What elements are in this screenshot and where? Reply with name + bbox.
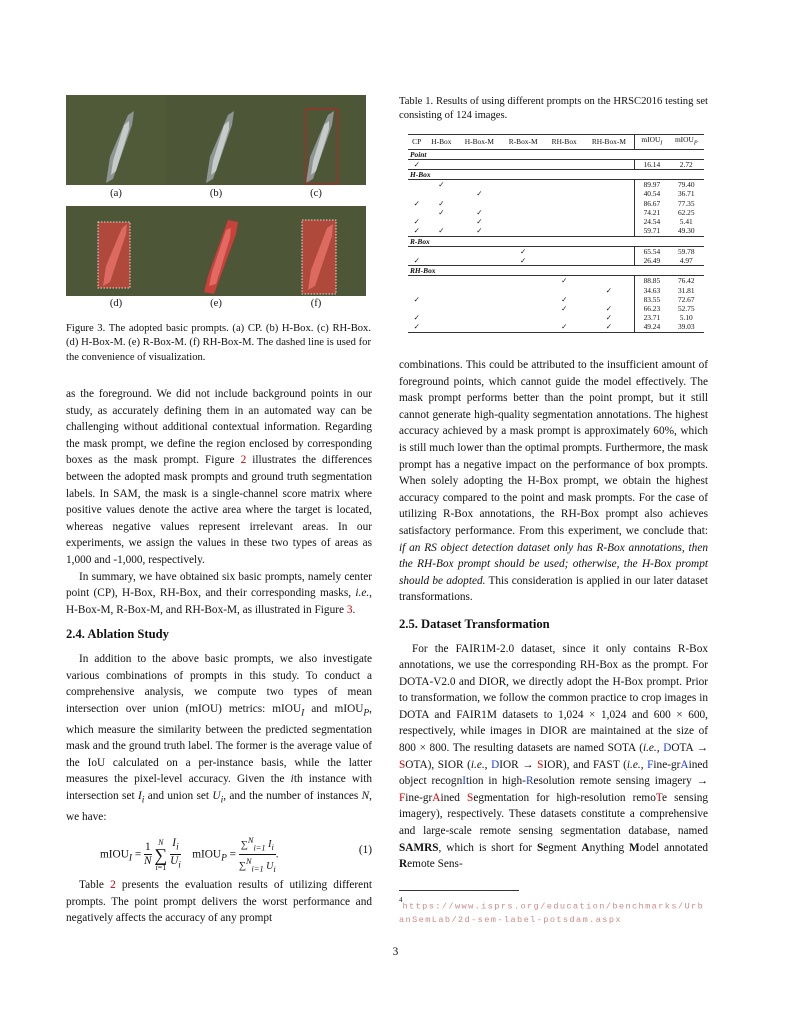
col-miou-i: mIOU$_I$ xyxy=(635,135,669,150)
table-cell-check: ✓ xyxy=(413,226,420,236)
figure-caption: Figure 3. The adopted basic prompts. (a) CP. (b) H-Box. (c) RH-Box. (d) H-Box-M. (e) R-Box-M. (f) RH-Box-M. The dashed line is used for the convenience of visualization. xyxy=(66,323,371,363)
table-cell-miou-i: 89.97 xyxy=(635,180,669,190)
table-cell-check xyxy=(457,256,501,266)
table-cell-miou-i: 83.55 xyxy=(635,295,669,304)
table-cell-miou-p: 36.71 xyxy=(677,189,695,199)
table-cell-check: ✓ xyxy=(561,303,568,313)
footnote xyxy=(399,894,709,926)
table-row xyxy=(408,286,704,295)
table-cell-check: ✓ xyxy=(413,294,420,304)
table-row xyxy=(408,304,704,313)
equation-body: mIOU$_I$ = $\frac{1}{N}$ N ∑ i=1 $\frac{I_i}{U_i}$ mIOU$_P$ = $\frac{\sum^N_{i=1} I_i}{\sum^N_{i=1} U_i}$ . xyxy=(100,836,279,874)
figure-label-c: (c) xyxy=(310,188,322,199)
col-miou-p: mIOU$_P$ xyxy=(674,135,698,147)
table-cell-check xyxy=(457,286,501,295)
table-cell-check xyxy=(457,180,501,190)
figure-image-a xyxy=(66,95,166,185)
table-cell-miou-i: 34.63 xyxy=(635,286,669,295)
table-cell-check xyxy=(501,208,545,217)
page-number: 3 xyxy=(392,946,399,958)
table-cell-check xyxy=(408,189,425,198)
table-cell-miou-i: 26.49 xyxy=(635,256,669,266)
results-table-container xyxy=(408,134,704,333)
paragraph-mask-prompt: as the foreground. We did not include background points in our study, as accurately defining them in an automated way can be challenging without additional contextual information. Regarding the mask prompt, we define the region enclosed by corresponding boxes as the mask prompt. Figure 2 illustrates the differences between the adopted mask prompts and ground truth segmentation labels. In SAM, the mask is a single-channel score matrix where positive values denote the active area where the target is located, whereas negative values represent irrelevant areas. In our experiments, we assign the values in these two types of areas as 1,000 and -1,000, respectively. xyxy=(66,388,373,566)
table-cell-check: ✓ xyxy=(413,322,420,332)
table-cell-check xyxy=(583,226,634,236)
col-cp: CP xyxy=(412,137,422,147)
col-hbox: H-Box xyxy=(431,137,452,147)
table-cell-miou-p: 2.72 xyxy=(679,159,693,169)
table-cell-check: ✓ xyxy=(476,217,483,227)
table-cell-check: ✓ xyxy=(413,159,420,169)
table-group-row xyxy=(408,236,704,246)
table-cell-miou-i: 65.54 xyxy=(635,246,669,256)
table-row xyxy=(408,159,704,169)
paragraph-dataset-transformation: For the FAIR1M-2.0 dataset, since it only contains R-Box annotations, we use the corresponding RH-Box as the prompt. For DOTA-V2.0 and DIOR, we directly adopt the H-Box prompt. Prior to transformation, we follow the common practice to crop images in DOTA and FAIR1M datasets to 1,024 × 1,024 and 600 × 600, respectively, while images in DIOR are maintained at the size of 800 × 800. The resulting datasets are named SOTA (i.e., DOTA → SOTA), SIOR (i.e., DIOR → SIOR), and FAST (i.e., Fine-grAined object recognItion in high-Resolution remote sensing imagery → Fine-grAined Segmentation for high-resolution remoTe sensing imagery), respectively. These datasets constitute a comprehensive and large-scale remote sensing segmentation database, named SAMRS, which is short for Segment Anything Model annotated Remote Sens- xyxy=(399,642,709,871)
footnote-mark: 4 xyxy=(399,896,403,904)
table-cell-miou-i: 59.71 xyxy=(635,226,669,236)
table-cell-check xyxy=(583,189,634,198)
footnote-url[interactable]: https://www.isprs.org/education/benchmarks/UrbanSemLab/2d-sem-label-potsdam.aspx xyxy=(399,901,705,926)
table-row xyxy=(408,256,704,266)
table-cell-check xyxy=(457,159,501,169)
col-rboxm: R-Box-M xyxy=(508,137,538,147)
table-cell-miou-p: 79.40 xyxy=(677,180,695,190)
figure-image-e xyxy=(166,206,266,296)
table-cell-check xyxy=(545,199,584,208)
equation-1 xyxy=(66,830,372,876)
table-cell-check xyxy=(425,295,457,304)
table-cell-miou-p: 77.35 xyxy=(677,198,695,208)
table-cell-check xyxy=(501,313,545,322)
table-cell-check xyxy=(408,304,425,313)
table-cell-check xyxy=(501,180,545,190)
table-cell-check: ✓ xyxy=(438,198,445,208)
table-cell-check xyxy=(583,295,634,304)
table-cell-check xyxy=(457,322,501,332)
figure-label-a: (a) xyxy=(110,188,122,199)
col-hboxm: H-Box-M xyxy=(464,137,494,147)
table-cell-miou-p: 4.97 xyxy=(679,255,693,265)
figure-label-b: (b) xyxy=(209,188,223,199)
table-row xyxy=(408,180,704,190)
table-group-label: RH-Box xyxy=(408,266,704,276)
table-cell-miou-p: 5.41 xyxy=(679,217,693,227)
table-cell-check xyxy=(457,304,501,313)
table-cell-check xyxy=(545,313,584,322)
table-cell-check: ✓ xyxy=(476,226,483,236)
paragraph-ablation: In addition to the above basic prompts, we also investigate various combinations of prompts in this study. To conduct a comprehensive analysis, we compute two types of mean intersection over union (mIOU) metrics: mIOU$_I$ and mIOU$_P$, which measure the similarity between the predicted segmentation mask and the ground truth label. The former is the average value of the IoU calculated on a per-instance basis, while the latter measures the pixel-level accuracy. Given the ith instance with intersection set $I_i$ and union set $U_i$, and the number of instances N, we have: xyxy=(66,652,372,823)
table-group-row xyxy=(408,266,704,276)
table-cell-check xyxy=(501,199,545,208)
table-cell-check xyxy=(425,256,457,266)
table-cell-check xyxy=(545,256,584,266)
table-row xyxy=(408,217,704,226)
table-cell-check: ✓ xyxy=(476,207,483,217)
table-cell-check xyxy=(425,159,457,169)
figure-image-b xyxy=(166,95,266,185)
table-cell-miou-p: 39.03 xyxy=(677,322,695,332)
figure-label-d: (d) xyxy=(109,298,123,309)
table-cell-miou-i: 24.54 xyxy=(635,217,669,226)
table-cell-check xyxy=(545,180,584,190)
table-cell-check xyxy=(457,313,501,322)
table-cell-check: ✓ xyxy=(605,322,612,332)
table-cell-miou-p: 52.75 xyxy=(677,303,695,313)
table-cell-check xyxy=(501,304,545,313)
figure-3-link[interactable]: 3 xyxy=(346,603,353,616)
table-row xyxy=(408,322,704,332)
figure-label-f: (f) xyxy=(310,298,322,309)
table-cell-check xyxy=(457,246,501,256)
table-cell-check xyxy=(501,276,545,286)
table-cell-check xyxy=(583,276,634,286)
table-cell-check xyxy=(545,217,584,226)
table-cell-check xyxy=(501,189,545,198)
footnote-rule xyxy=(399,890,519,891)
table-cell-miou-i: 40.54 xyxy=(635,189,669,198)
table-cell-check xyxy=(457,295,501,304)
figure-label-e: (e) xyxy=(210,298,222,309)
table-cell-check: ✓ xyxy=(438,207,445,217)
table-cell-miou-i: 49.24 xyxy=(635,322,669,332)
table-cell-check xyxy=(457,199,501,208)
table-cell-miou-i: 66.23 xyxy=(635,304,669,313)
table-cell-check: ✓ xyxy=(413,313,420,323)
table-group-label: H-Box xyxy=(408,170,704,180)
paragraph-combinations: combinations. This could be attributed to the insufficient amount of foreground points, which cannot guide the model effectively. The mask prompt performs better than the point prompt, but it still cannot generate high-quality segmentation annotations. The highest accuracy achieved by a mask prompt is approximately 60%, which is still much lower than the optimal prompts. Furthermore, the mask prompt has a negative impact on the performance of box prompts. When solely adopting the H-Box prompt, we obtain the highest accuracy compared to the point and mask prompts. For the case of utilizing R-Box annotations, the RH-Box prompt also achieves satisfactory performance. From this experiment, we conclude that: if an RS object detection dataset only has R-Box annotations, then the RH-Box prompt should be used; otherwise, the H-Box prompt should be adopted. This consideration is applied in our later dataset transformations. xyxy=(399,359,708,604)
section-heading-2-5: 2.5. Dataset Transformation xyxy=(399,616,550,631)
table-cell-check: ✓ xyxy=(438,180,445,190)
table-cell-miou-i: 74.21 xyxy=(635,208,669,217)
table-cell-check xyxy=(425,322,457,332)
table-cell-check xyxy=(545,189,584,198)
table-cell-check: ✓ xyxy=(413,198,420,208)
table-cell-check: ✓ xyxy=(605,313,612,323)
table-cell-check xyxy=(583,208,634,217)
table-cell-check xyxy=(583,256,634,266)
table-cell-check xyxy=(457,276,501,286)
table-cell-check xyxy=(425,217,457,226)
table-cell-miou-i: 88.85 xyxy=(635,276,669,286)
table-cell-miou-p: 72.67 xyxy=(677,294,695,304)
table-row xyxy=(408,208,704,217)
table-group-label: R-Box xyxy=(408,236,704,246)
table-cell-check xyxy=(501,226,545,236)
table-cell-check xyxy=(545,246,584,256)
results-table xyxy=(408,134,704,333)
table-row xyxy=(408,313,704,322)
table-row xyxy=(408,276,704,286)
table-row xyxy=(408,199,704,208)
table-cell-check: ✓ xyxy=(605,303,612,313)
table-cell-check xyxy=(408,208,425,217)
table-cell-miou-p: 31.81 xyxy=(677,285,695,295)
section-heading-2-4: 2.4. Ablation Study xyxy=(66,627,169,642)
table-cell-check: ✓ xyxy=(520,255,527,265)
figure-image-f xyxy=(266,206,366,296)
table-cell-check xyxy=(583,246,634,256)
col-rhbox: RH-Box xyxy=(551,137,577,147)
paragraph-table-results: Table 2 presents the evaluation results of utilizing different prompts. The point prompt delivers the worst performance and negatively affects the accuracy of any prompt xyxy=(66,879,372,925)
paragraph-summary: In summary, we have obtained six basic prompts, namely center point (CP), H-Box, RH-Box, and their corresponding masks, i.e., H-Box-M, R-Box-M, and RH-Box-M, as illustrated in Figure 3. xyxy=(66,570,372,616)
table-cell-check xyxy=(425,313,457,322)
table-cell-miou-i: 23.71 xyxy=(635,313,669,322)
figure-2-link[interactable]: 2 xyxy=(240,454,247,467)
equation-number: (1) xyxy=(358,844,372,856)
table-group-row xyxy=(408,170,704,180)
table-cell-check xyxy=(583,159,634,169)
table-cell-check: ✓ xyxy=(561,276,568,286)
table-cell-check: ✓ xyxy=(520,246,527,256)
table-cell-check: ✓ xyxy=(561,322,568,332)
table-row xyxy=(408,189,704,198)
table-cell-check xyxy=(545,286,584,295)
col-rhboxm: RH-Box-M xyxy=(591,137,626,147)
left-column-bottom xyxy=(66,877,372,927)
right-column xyxy=(399,357,708,873)
table-caption: Table 1. Results of using different prompts on the HRSC2016 testing set consisting of 124 images. xyxy=(399,96,708,122)
table-cell-check xyxy=(545,226,584,236)
table-cell-miou-p: 49.30 xyxy=(677,226,695,236)
table-cell-miou-p: 59.78 xyxy=(677,246,695,256)
table-cell-check xyxy=(545,159,584,169)
table-cell-miou-p: 76.42 xyxy=(677,276,695,286)
table-cell-check xyxy=(583,217,634,226)
results-table-body xyxy=(408,149,704,332)
table-cell-check xyxy=(501,159,545,169)
table-row xyxy=(408,295,704,304)
table-cell-check: ✓ xyxy=(438,226,445,236)
table-cell-check xyxy=(545,208,584,217)
table-cell-miou-p: 5.10 xyxy=(679,313,693,323)
table-cell-check xyxy=(501,322,545,332)
table-cell-miou-p: 62.25 xyxy=(677,207,695,217)
table-cell-check xyxy=(425,189,457,198)
table-cell-check xyxy=(501,295,545,304)
table-cell-check: ✓ xyxy=(413,255,420,265)
table-cell-check xyxy=(425,246,457,256)
table-cell-check xyxy=(583,180,634,190)
table-cell-check: ✓ xyxy=(561,294,568,304)
figure-image-d xyxy=(66,206,166,296)
table-cell-check xyxy=(425,304,457,313)
table-2-link[interactable]: 2 xyxy=(110,879,116,891)
table-cell-check xyxy=(408,180,425,190)
table-cell-check xyxy=(408,276,425,286)
table-row xyxy=(408,246,704,256)
figure-image-c xyxy=(266,95,366,185)
table-cell-check: ✓ xyxy=(476,189,483,199)
table-cell-check xyxy=(408,246,425,256)
table-group-row xyxy=(408,149,704,159)
table-cell-check xyxy=(583,199,634,208)
table-cell-check xyxy=(425,286,457,295)
table-row xyxy=(408,226,704,236)
table-cell-check xyxy=(408,286,425,295)
table-cell-check xyxy=(425,276,457,286)
table-cell-miou-i: 16.14 xyxy=(635,159,669,169)
table-cell-check: ✓ xyxy=(413,217,420,227)
table-cell-check: ✓ xyxy=(605,285,612,295)
table-group-label: Point xyxy=(408,149,704,159)
table-cell-check xyxy=(501,286,545,295)
table-cell-check xyxy=(501,217,545,226)
table-cell-miou-i: 86.67 xyxy=(635,199,669,208)
left-column xyxy=(66,386,372,825)
